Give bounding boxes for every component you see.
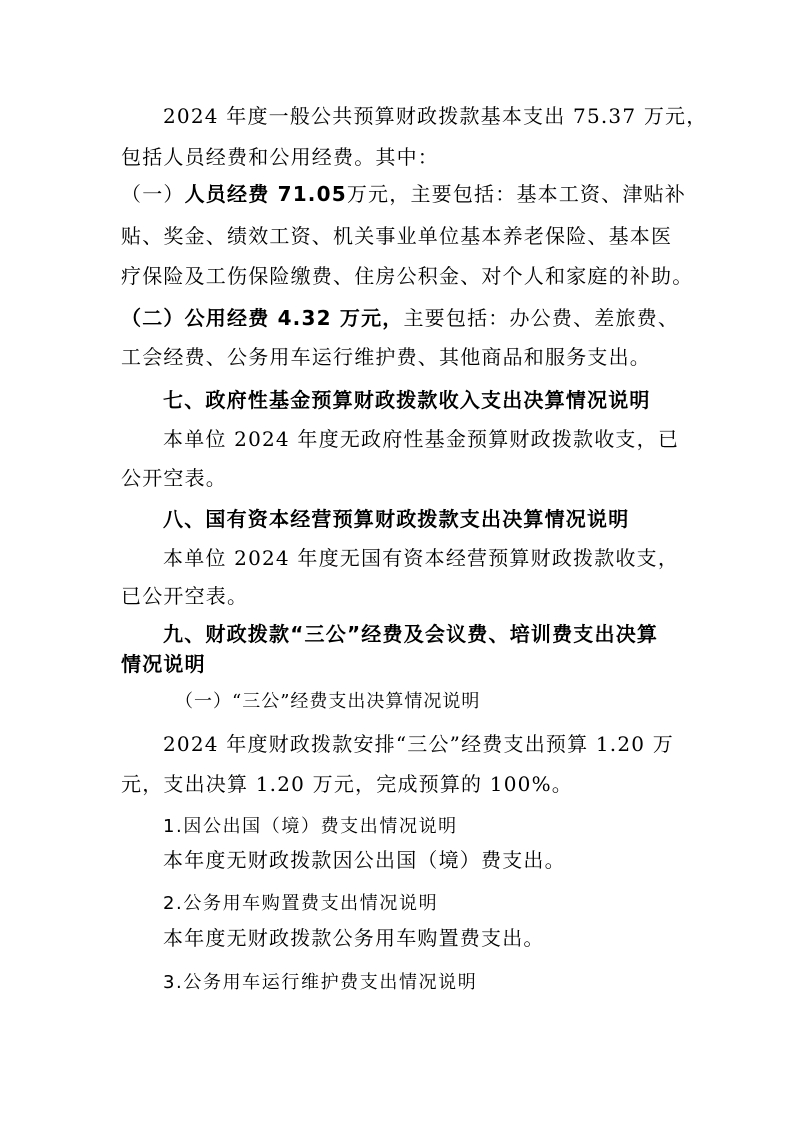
section7-heading: 七、政府性基金预算财政拨款收入支出决算情况说明 xyxy=(163,388,651,412)
item2-text: 本年度无财政拨款公务用车购置费支出。 xyxy=(163,926,545,950)
public-expense-rest: 主要包括：办公费、差旅费、 xyxy=(403,306,680,330)
three-public-subheading: （一）“三公”经费支出决算情况说明 xyxy=(175,691,481,712)
public-expense-line1 xyxy=(121,304,679,332)
public-expense-label: （二）公用经费 4.32 万元， xyxy=(121,306,404,330)
personnel-expense-line2: 贴、奖金、绩效工资、机关事业单位基本养老保险、基本医 xyxy=(121,224,673,248)
paragraph-basic-expenditure-line1: 2024 年度一般公共预算财政拨款基本支出 75.37 万元， xyxy=(163,104,708,128)
section9-heading-line2: 情况说明 xyxy=(121,652,206,676)
section8-line2: 已公开空表。 xyxy=(121,584,249,608)
item1-title: 1.因公出国（境）费支出情况说明 xyxy=(163,816,458,837)
item2-title: 2.公务用车购置费支出情况说明 xyxy=(163,893,439,914)
personnel-expense-label: 人员经费 71.05 xyxy=(184,182,347,206)
section9-heading-line1: 九、财政拨款“三公”经费及会议费、培训费支出决算 xyxy=(163,622,659,646)
three-public-paragraph-line2: 元，支出决算 1.20 万元，完成预算的 100%。 xyxy=(121,772,573,796)
personnel-expense-rest: 万元，主要包括：基本工资、津贴补 xyxy=(346,182,687,206)
personnel-prefix: （一） xyxy=(121,182,185,206)
three-public-paragraph-line1: 2024 年度财政拨款安排“三公”经费支出预算 1.20 万 xyxy=(163,732,674,756)
public-expense-line2: 工会经费、公务用车运行维护费、其他商品和服务支出。 xyxy=(121,345,651,369)
item1-text: 本年度无财政拨款因公出国（境）费支出。 xyxy=(163,848,566,872)
section7-line2: 公开空表。 xyxy=(121,466,227,490)
section8-line1: 本单位 2024 年度无国有资本经营预算财政拨款收支， xyxy=(163,546,680,570)
personnel-expense-line1 xyxy=(121,180,686,208)
paragraph-basic-expenditure-line2: 包括人员经费和公用经费。其中： xyxy=(121,145,439,169)
personnel-expense-line3: 疗保险及工伤保险缴费、住房公积金、对个人和家庭的补助。 xyxy=(121,264,694,288)
section7-line1: 本单位 2024 年度无政府性基金预算财政拨款收支，已 xyxy=(163,427,680,451)
item3-title: 3.公务用车运行维护费支出情况说明 xyxy=(163,972,478,993)
section8-heading: 八、国有资本经营预算财政拨款支出决算情况说明 xyxy=(163,507,630,531)
